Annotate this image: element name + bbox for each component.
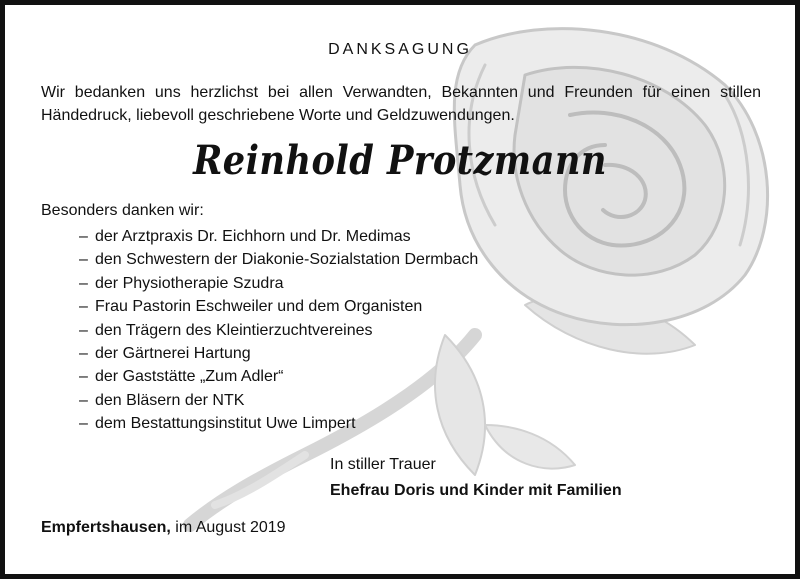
list-item <box>79 319 478 342</box>
list-item-text: den Bläsern der NTK <box>95 391 245 409</box>
dash-marker: – <box>79 391 88 409</box>
list-item-text: der Arztpraxis Dr. Eichhorn und Dr. Medimas <box>95 228 411 245</box>
dash-marker: – <box>79 344 88 362</box>
thanks-list <box>79 225 478 436</box>
list-item <box>79 342 478 365</box>
family-signature: Ehefrau Doris und Kinder mit Familien <box>330 482 622 499</box>
dash-marker: – <box>79 228 88 245</box>
dash-marker: – <box>79 368 88 386</box>
list-item <box>79 365 478 388</box>
thanks-heading: Besonders danken wir: <box>41 202 204 219</box>
dash-marker: – <box>79 274 88 292</box>
intro-paragraph: Wir bedanken uns herzlichst bei allen Verwandten, Bekannten und Freunden für einen stillen Händedruck, liebevoll geschriebene Worte und Geldzuwendungen. <box>41 84 761 124</box>
list-item-text: Frau Pastorin Eschweiler und dem Organisten <box>95 298 423 316</box>
notice-heading: DANKSAGUNG <box>328 41 472 58</box>
list-item-text: den Trägern des Kleintierzuchtvereines <box>95 321 373 339</box>
list-item-text: der Physiotherapie Szudra <box>95 274 284 292</box>
dash-marker: – <box>79 298 88 316</box>
place: Empfertshausen, <box>41 519 171 536</box>
date: im August 2019 <box>175 519 286 536</box>
list-item <box>79 295 478 318</box>
list-item-text: den Schwestern der Diakonie-Sozialstation Dermbach <box>95 251 479 269</box>
list-item <box>79 412 478 435</box>
list-item <box>79 272 478 295</box>
notice-content <box>5 5 795 574</box>
dash-marker: – <box>79 415 88 433</box>
mourning-line: In stiller Trauer <box>330 456 436 473</box>
list-item-text: der Gärtnerei Hartung <box>95 344 251 362</box>
dash-marker: – <box>79 321 88 339</box>
list-item <box>79 225 478 248</box>
list-item <box>79 248 478 271</box>
dash-marker: – <box>79 251 88 269</box>
list-item-text: dem Bestattungsinstitut Uwe Limpert <box>95 415 356 433</box>
list-item-text: der Gaststätte „Zum Adler“ <box>95 368 284 386</box>
place-date-line <box>41 519 286 537</box>
list-item <box>79 389 478 412</box>
deceased-name: Reinhold Protzmann <box>193 137 607 184</box>
